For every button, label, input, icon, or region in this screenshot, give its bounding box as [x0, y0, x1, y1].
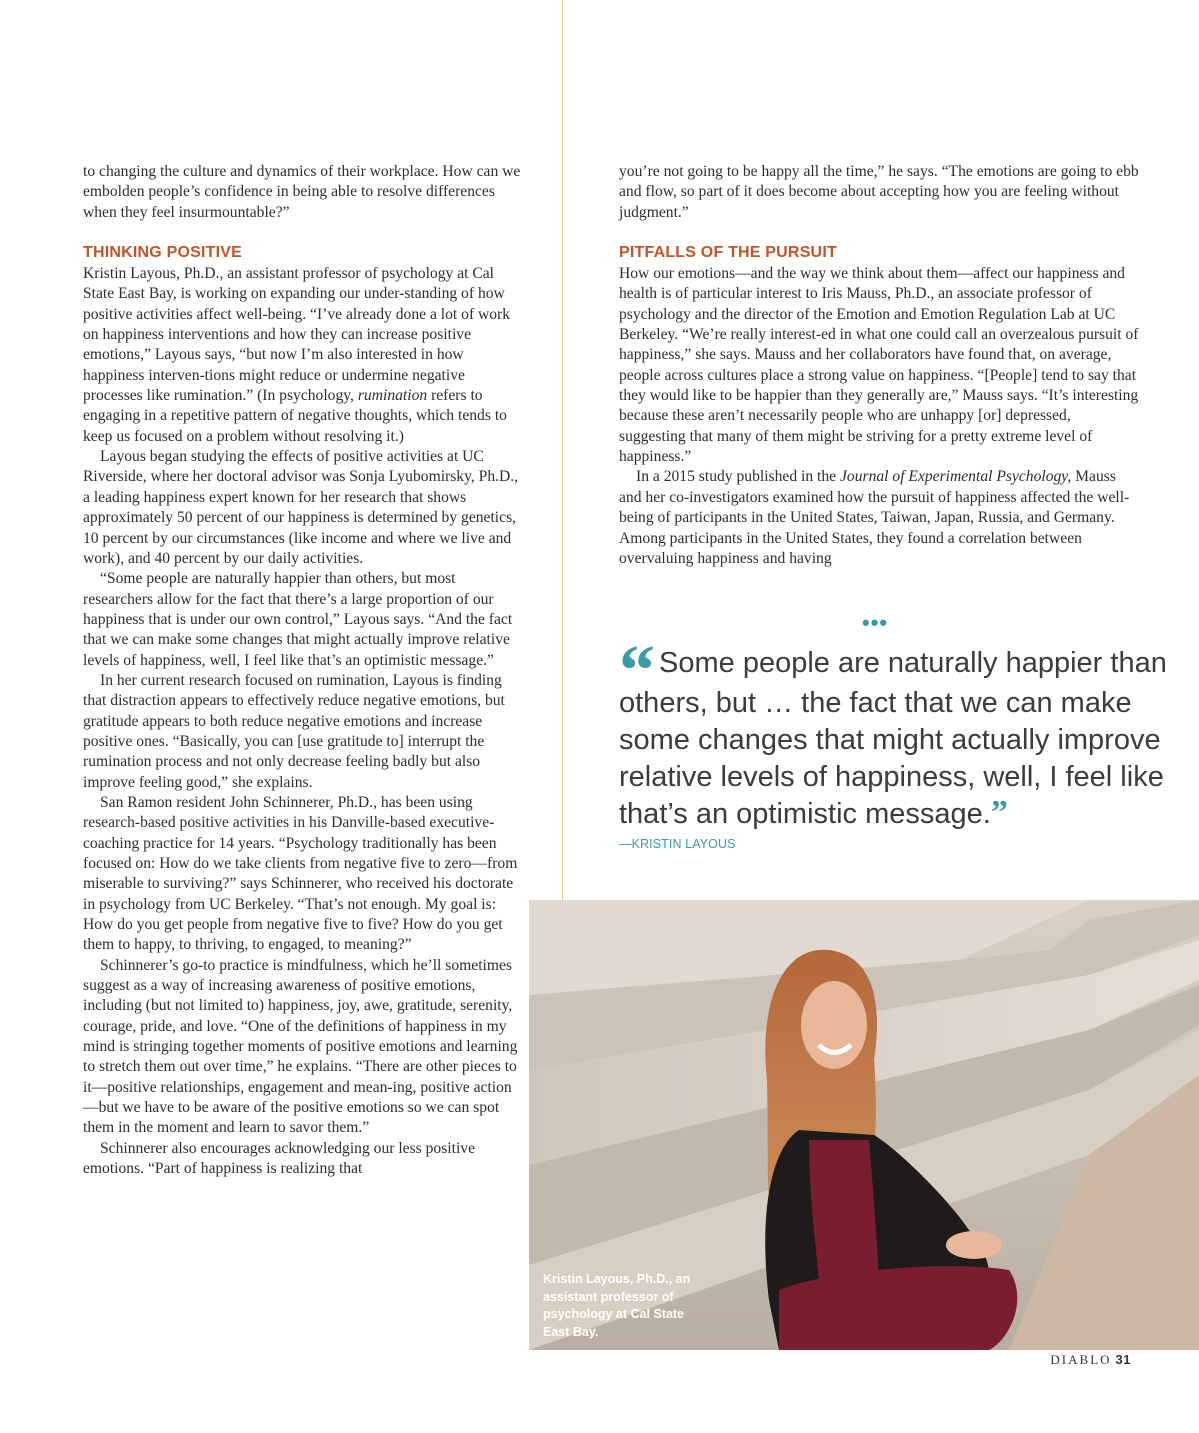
left-paragraph-1: Kristin Layous, Ph.D., an assistant professor of psychology at Cal State East Bay, is working on expanding our under-standing of how positive activities affect well-being. “I’ve already done a lot of work on happiness interventions and how they can increase positive emotions,” Layous says, “but now I’m also interested in how happiness interven-tions might reduce or undermine negative processes like rumination.” (In psychology, rumination refers to engaging in a repetitive pattern of negative thoughts, which tends to keep us focused on a problem without resolving it.) [83, 265, 511, 445]
right-intro-paragraph: you’re not going to be happy all the time,” he says. “The emotions are going to ebb and flow, so part of it does become about accepting how you are feeling without judgment.” [619, 163, 1139, 221]
photo-caption: Kristin Layous, Ph.D., an assistant professor of psychology at Cal State East Bay. [543, 1272, 691, 1339]
left-paragraph-4: In her current research focused on rumination, Layous is finding that distraction appears to effectively reduce negative emotions, but gratitude appears to both reduce negative emotions and increase positive ones. “Basically, you can [use gratitude to] interrupt the rumination process and not only decrease feeling badly but also improve feeling good,” she explains. [83, 671, 505, 791]
pull-quote-attribution: —KRISTIN LAYOUS [619, 837, 736, 851]
emphasis-rumination: rumination [357, 387, 428, 405]
left-intro-paragraph: to changing the culture and dynamics of their workplace. How can we embolden people’s confidence in being able to resolve differences when they feel insurmountable?” [83, 163, 521, 221]
left-paragraph-2: Layous began studying the effects of positive activities at UC Riverside, where her doctoral advisor was Sonja Lyubomirsky, Ph.D., a leading happiness expert known for her research that shows approximately 50 percent of our happiness is determined by genetics, 10 percent by our circumstances (like income and where we live and work), and 40 percent by our daily activities. [83, 448, 519, 567]
close-quote-mark: ” [990, 794, 1008, 831]
right-paragraph-1: How our emotions—and the way we think about them—affect our happiness and health is of particular interest to Iris Mauss, Ph.D., an associate professor of psychology and the director of the Emotion and Emotion Regulation Lab at UC Berkeley. “We’re really interest-ed in what one could call an overzealous pursuit of happiness,” she says. Mauss and her collaborators have found that, on average, people across cultures place a strong value on happiness. “[People] tend to say that they would like to be happier than they generally are,” Mauss says. “It’s interesting because these aren’t necessarily people who are unhappy [or] depressed, suggesting that many of them might be striving for a pretty extreme level of happiness.” [619, 265, 1139, 466]
pull-quote [619, 630, 1179, 833]
left-paragraph-3: “Some people are naturally happier than others, but most researchers allow for the fact that there’s a large proportion of our happiness that is under our own control,” Layous says. “And the fact that we can make some changes that might actually improve relative levels of happiness, well, I feel like that’s an optimistic message.” [83, 570, 513, 669]
magazine-name: DIABLO [1050, 1352, 1112, 1367]
section-heading-pitfalls: PITFALLS OF THE PURSUIT [619, 244, 837, 262]
left-paragraph-5: San Ramon resident John Schinnerer, Ph.D., has been using research-based positive activities in his Danville-based executive-coaching practice for 14 years. “Psychology traditionally has been focused on: How do we take clients from negative five to zero—from miserable to surviving?” says Schinnerer, who received his doctorate in psychology from UC Berkeley. “That’s not enough. My goal is: How do you get people from negative five to five? How do you get them to happy, to thriving, to engaged, to meaning?” [83, 793, 518, 954]
left-paragraph-6: Schinnerer’s go-to practice is mindfulness, which he’ll sometimes suggest as a way of increasing awareness of positive emotions, including (but not limited to) happiness, joy, awe, gratitude, serenity, courage, pride, and love. “One of the definitions of happiness in my mind is stringing together moments of positive emotions and learning to stretch them out over time,” he explains. “There are other pieces to it—positive relationships, engagement and mean-ing, positive action—but we have to be aware of the positive emotions so we can spot them in the moment and learn to savor them.” [83, 956, 518, 1137]
right-column [619, 162, 1139, 569]
emphasis-journal-title: Journal of Experimental Psychology, [840, 468, 1072, 486]
page-folio [1050, 1352, 1131, 1368]
pull-quote-dots: ••• [862, 610, 889, 635]
page-number: 31 [1115, 1352, 1131, 1367]
left-paragraph-7: Schinnerer also encourages acknowledging our less positive emotions. “Part of happiness is realizing that [83, 1139, 476, 1178]
open-quote-mark: “ [619, 630, 655, 710]
section-heading-thinking-positive: THINKING POSITIVE [83, 244, 242, 262]
pull-quote-text: Some people are naturally happier than others, but … the fact that we can make some changes that might actually improve relative levels of happiness, well, I feel like that’s an optimistic message. [619, 647, 1167, 830]
right-paragraph-2: In a 2015 study published in the Journal of Experimental Psychology, Mauss and her co-investigators examined how the pursuit of happiness affected the well-being of participants in the United States, Taiwan, Japan, Russia, and Germany. Among participants in the United States, they found a correlation between overvaluing happiness and having [619, 468, 1130, 567]
left-column [83, 162, 523, 1180]
column-divider [562, 0, 563, 900]
